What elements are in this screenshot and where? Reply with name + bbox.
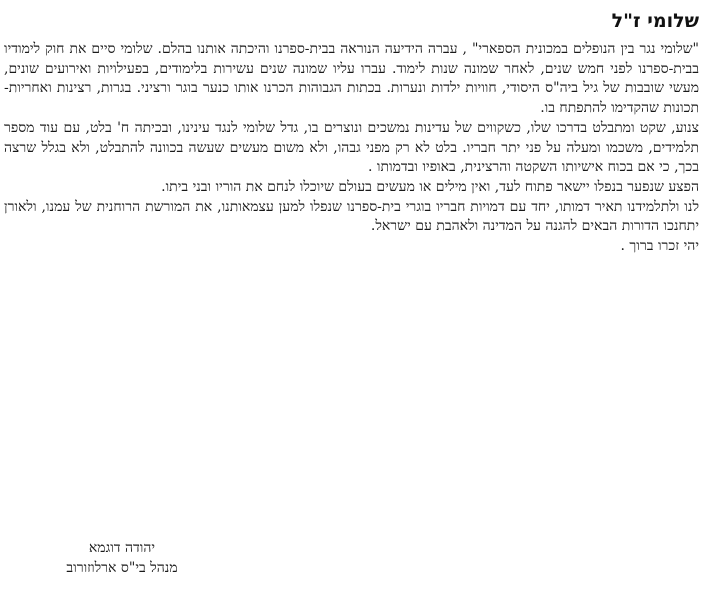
paragraph-character: צנוע, שקט ומתבלט בדרכו שלו, כשקווים של עדינות נמשכים ונוצרים בו, גדל שלומי לנגד עינינו, ובכיתה ח' בלט, עם עוד מספר תלמידים, משכמו ומעלה על פני יתר חבריו. בלט לא רק מפני גבהו, ולא משום מעשים שעשה בכוונה להתבלט, ולא בגלל שרצה בכך, כי אם בכוח אישיותו השקטה והרצינית, באופיו ובדמותו . (4, 119, 699, 176)
paragraph-announcement: "שלומי נגר בין הנופלים במכונית הספארי" , עברה הידיעה הנוראה בבית-ספרנו והיכתה אותנו בהלם. שלומי סיים את חוק לימודיו בבית-ספרנו לפני חמש שנים, לאחר שמונה שנות לימוד. עברו עליו שמונה שנים עשירות בלימודים, בפעילויות ואירועים שונים, מעשי שובבות של גיל ביה"ס היסודי, חוויות ילדות ונערות. בכתות הגבוהות הכרנו אותו כנער בוגר ורציני. בגרות, רצינות ואחריות- תכונות שהקדימו להתפתח בו. (4, 41, 699, 117)
signature-name: יהודה דוגמא (88, 540, 156, 556)
document-body (4, 40, 699, 257)
paragraph-grief: הפצע שנפער בנפלו יישאר פתוח לעד, ואין מילים או מעשים בעולם שיוכלו לנחם את הוריו ובני ביתו. (161, 178, 699, 195)
paragraph-legacy: לנו ולתלמידנו תאיר דמותו, יחד עם דמויות חבריו בוגרי בית-ספרנו שנפלו למען עצמאותנו, את המורשת הרוחנית של עמנו, ולאורן יתחנכו הדורות הבאים להגנה על המדינה ולאהבת עם ישראל. (4, 198, 699, 235)
document-title: שלומי ז"ל (611, 10, 699, 32)
signature-role: מנהל בי"ס ארלוזורוב (66, 560, 178, 576)
signature-block (22, 538, 222, 578)
paragraph-closing: יהי זכרו ברוך . (620, 238, 699, 255)
